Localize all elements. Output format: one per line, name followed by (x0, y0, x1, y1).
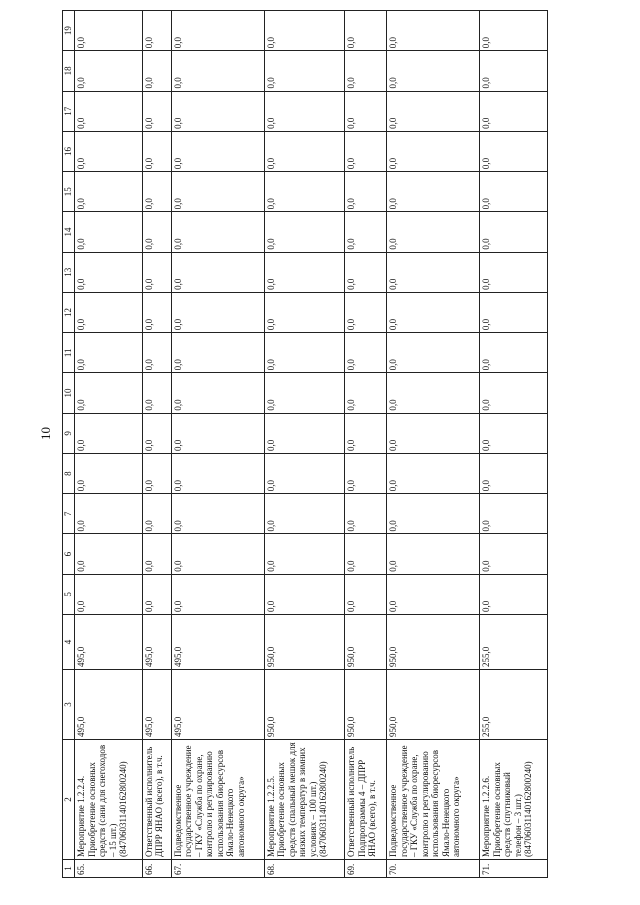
description-cell: Подведомственное государственное учреждение – ГКУ «Служба по охране, контролю и регулированию использования биоресурсов Ямало-Ненецкого автономного округа» (171, 740, 264, 860)
value-cell: 0,0 (171, 453, 264, 493)
header-cell-8: 8 (63, 453, 75, 493)
value-cell: 0,0 (171, 11, 264, 51)
header-cell-19: 19 (63, 11, 75, 51)
header-cell-4: 4 (63, 615, 75, 670)
value-cell: 0,0 (75, 333, 143, 373)
value-cell: 0,0 (142, 494, 171, 534)
value-cell: 0,0 (387, 292, 480, 332)
value-cell: 0,0 (171, 91, 264, 131)
value-cell: 0,0 (345, 413, 387, 453)
table-row (480, 11, 548, 878)
rotated-table-wrapper (62, 10, 548, 878)
value-cell: 0,0 (171, 172, 264, 212)
description-cell: Мероприятие 1.2.2.5. Приобретение основных средств (спальный мешок для низких температур в зимних условиях – 100 шт.) (84706031140162800240) (264, 740, 344, 860)
header-cell-18: 18 (63, 51, 75, 91)
header-cell-3: 3 (63, 670, 75, 740)
table-row (345, 11, 387, 878)
value-cell: 0,0 (171, 212, 264, 252)
year-value-cell: 255,0 (480, 615, 548, 670)
value-cell: 0,0 (345, 373, 387, 413)
value-cell: 0,0 (387, 91, 480, 131)
value-cell: 0,0 (345, 333, 387, 373)
value-cell: 0,0 (142, 333, 171, 373)
table-row (75, 11, 143, 878)
value-cell: 0,0 (480, 292, 548, 332)
table-row (171, 11, 264, 878)
header-cell-14: 14 (63, 212, 75, 252)
value-cell: 0,0 (387, 11, 480, 51)
row-number-cell: 71. (480, 860, 548, 878)
value-cell: 0,0 (480, 131, 548, 171)
value-cell: 0,0 (171, 574, 264, 614)
year-value-cell: 495,0 (171, 615, 264, 670)
value-cell: 0,0 (345, 453, 387, 493)
value-cell: 0,0 (264, 333, 344, 373)
total-cell: 255,0 (480, 670, 548, 740)
description-cell: Ответственный исполнитель Подпрограммы 4 – ДПРР ЯНАО (всего), в т.ч. (345, 740, 387, 860)
total-cell: 495,0 (142, 670, 171, 740)
year-value-cell: 950,0 (345, 615, 387, 670)
value-cell: 0,0 (171, 333, 264, 373)
value-cell: 0,0 (480, 11, 548, 51)
value-cell: 0,0 (264, 373, 344, 413)
value-cell: 0,0 (345, 131, 387, 171)
value-cell: 0,0 (171, 413, 264, 453)
value-cell: 0,0 (387, 252, 480, 292)
value-cell: 0,0 (75, 534, 143, 574)
page-number: 10 (38, 427, 53, 440)
header-cell-12: 12 (63, 292, 75, 332)
total-cell: 495,0 (171, 670, 264, 740)
value-cell: 0,0 (142, 453, 171, 493)
value-cell: 0,0 (171, 292, 264, 332)
value-cell: 0,0 (345, 11, 387, 51)
total-cell: 495,0 (75, 670, 143, 740)
header-cell-7: 7 (63, 494, 75, 534)
value-cell: 0,0 (142, 252, 171, 292)
description-cell: Мероприятие 1.2.2.6. Приобретение основных средств (спутниковый телефон – 3 шт.) (84706031140162800240) (480, 740, 548, 860)
value-cell: 0,0 (171, 131, 264, 171)
value-cell: 0,0 (75, 172, 143, 212)
value-cell: 0,0 (480, 494, 548, 534)
value-cell: 0,0 (142, 212, 171, 252)
table-row (387, 11, 480, 878)
total-cell: 950,0 (264, 670, 344, 740)
value-cell: 0,0 (387, 51, 480, 91)
header-row (63, 11, 75, 878)
value-cell: 0,0 (480, 373, 548, 413)
value-cell: 0,0 (142, 574, 171, 614)
row-number-cell: 67. (171, 860, 264, 878)
value-cell: 0,0 (264, 534, 344, 574)
value-cell: 0,0 (345, 51, 387, 91)
description-cell: Ответственный исполнитель ДПРР ЯНАО (всего), в т.ч. (142, 740, 171, 860)
value-cell: 0,0 (75, 413, 143, 453)
row-number-cell: 70. (387, 860, 480, 878)
value-cell: 0,0 (171, 51, 264, 91)
value-cell: 0,0 (345, 212, 387, 252)
value-cell: 0,0 (264, 494, 344, 534)
table-body (75, 11, 548, 878)
value-cell: 0,0 (480, 453, 548, 493)
value-cell: 0,0 (387, 413, 480, 453)
value-cell: 0,0 (142, 131, 171, 171)
value-cell: 0,0 (264, 172, 344, 212)
header-cell-11: 11 (63, 333, 75, 373)
value-cell: 0,0 (264, 51, 344, 91)
header-cell-15: 15 (63, 172, 75, 212)
header-cell-10: 10 (63, 373, 75, 413)
value-cell: 0,0 (264, 453, 344, 493)
value-cell: 0,0 (171, 373, 264, 413)
header-cell-9: 9 (63, 413, 75, 453)
value-cell: 0,0 (75, 131, 143, 171)
value-cell: 0,0 (142, 172, 171, 212)
header-cell-2: 2 (63, 740, 75, 860)
value-cell: 0,0 (75, 212, 143, 252)
value-cell: 0,0 (387, 534, 480, 574)
value-cell: 0,0 (387, 453, 480, 493)
header-cell-6: 6 (63, 534, 75, 574)
row-number-cell: 68. (264, 860, 344, 878)
value-cell: 0,0 (75, 373, 143, 413)
row-number-cell: 65. (75, 860, 143, 878)
value-cell: 0,0 (75, 574, 143, 614)
value-cell: 0,0 (142, 534, 171, 574)
header-cell-17: 17 (63, 91, 75, 131)
value-cell: 0,0 (171, 252, 264, 292)
row-number-cell: 66. (142, 860, 171, 878)
row-number-cell: 69. (345, 860, 387, 878)
value-cell: 0,0 (387, 131, 480, 171)
value-cell: 0,0 (264, 574, 344, 614)
value-cell: 0,0 (387, 574, 480, 614)
total-cell: 950,0 (345, 670, 387, 740)
value-cell: 0,0 (387, 373, 480, 413)
header-cell-5: 5 (63, 574, 75, 614)
budget-table (62, 10, 548, 878)
header-cell-16: 16 (63, 131, 75, 171)
year-value-cell: 950,0 (264, 615, 344, 670)
description-cell: Подведомственное государственное учреждение – ГКУ «Служба по охране, контролю и регулированию использования биоресурсов Ямало-Ненецкого автономного округа» (387, 740, 480, 860)
value-cell: 0,0 (264, 131, 344, 171)
value-cell: 0,0 (142, 413, 171, 453)
description-cell: Мероприятие 1.2.2.4. Приобретение основных средств (сани для снегоходов – 15 шт.) (84706031140162800240) (75, 740, 143, 860)
value-cell: 0,0 (171, 494, 264, 534)
value-cell: 0,0 (264, 252, 344, 292)
value-cell: 0,0 (345, 252, 387, 292)
value-cell: 0,0 (345, 292, 387, 332)
year-value-cell: 950,0 (387, 615, 480, 670)
value-cell: 0,0 (345, 574, 387, 614)
value-cell: 0,0 (480, 574, 548, 614)
table-row (142, 11, 171, 878)
value-cell: 0,0 (345, 494, 387, 534)
value-cell: 0,0 (75, 91, 143, 131)
year-value-cell: 495,0 (142, 615, 171, 670)
value-cell: 0,0 (75, 11, 143, 51)
value-cell: 0,0 (480, 212, 548, 252)
value-cell: 0,0 (264, 11, 344, 51)
value-cell: 0,0 (387, 212, 480, 252)
value-cell: 0,0 (75, 51, 143, 91)
value-cell: 0,0 (264, 292, 344, 332)
value-cell: 0,0 (480, 252, 548, 292)
value-cell: 0,0 (75, 494, 143, 534)
value-cell: 0,0 (480, 91, 548, 131)
value-cell: 0,0 (264, 91, 344, 131)
header-cell-13: 13 (63, 252, 75, 292)
value-cell: 0,0 (75, 252, 143, 292)
value-cell: 0,0 (264, 413, 344, 453)
value-cell: 0,0 (480, 413, 548, 453)
total-cell: 950,0 (387, 670, 480, 740)
value-cell: 0,0 (142, 292, 171, 332)
value-cell: 0,0 (142, 51, 171, 91)
value-cell: 0,0 (345, 172, 387, 212)
year-value-cell: 495,0 (75, 615, 143, 670)
value-cell: 0,0 (75, 453, 143, 493)
value-cell: 0,0 (480, 51, 548, 91)
table-row (264, 11, 344, 878)
value-cell: 0,0 (75, 292, 143, 332)
value-cell: 0,0 (480, 172, 548, 212)
value-cell: 0,0 (480, 333, 548, 373)
value-cell: 0,0 (171, 534, 264, 574)
value-cell: 0,0 (345, 534, 387, 574)
value-cell: 0,0 (387, 494, 480, 534)
value-cell: 0,0 (142, 373, 171, 413)
value-cell: 0,0 (142, 91, 171, 131)
value-cell: 0,0 (387, 333, 480, 373)
header-cell-1: 1 (63, 860, 75, 878)
value-cell: 0,0 (264, 212, 344, 252)
value-cell: 0,0 (345, 91, 387, 131)
value-cell: 0,0 (480, 534, 548, 574)
value-cell: 0,0 (142, 11, 171, 51)
value-cell: 0,0 (387, 172, 480, 212)
